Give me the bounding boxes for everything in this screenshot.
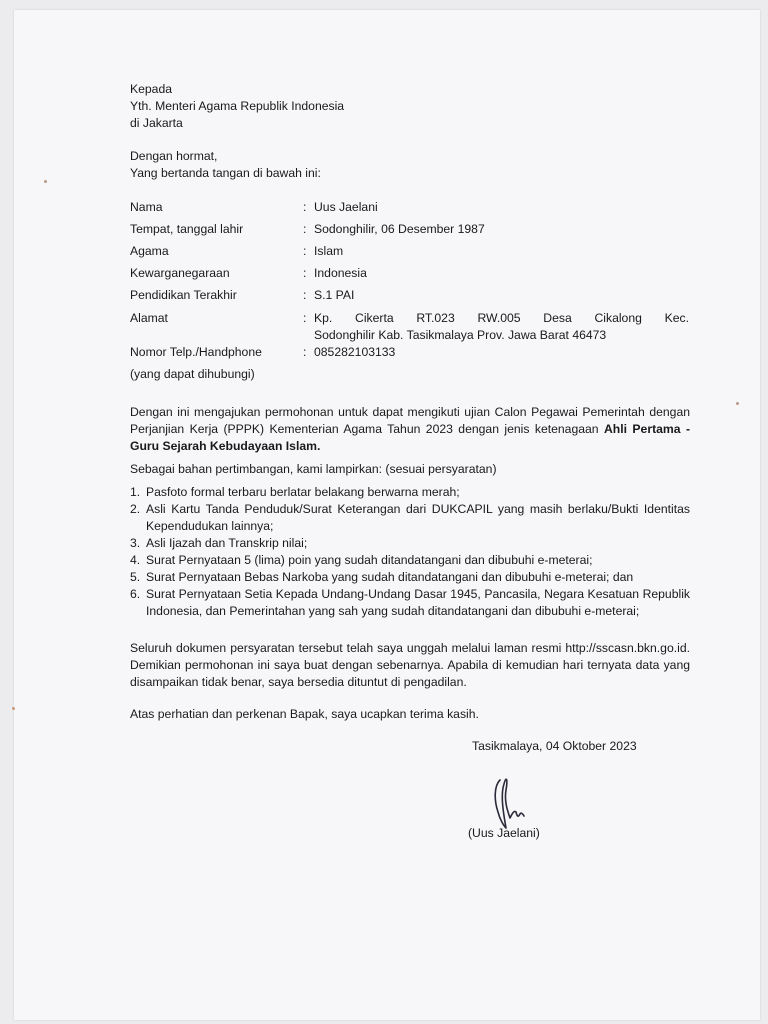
identity-colon: :	[303, 288, 307, 302]
identity-row-birth	[130, 221, 710, 238]
list-number: 6.	[130, 587, 141, 601]
identity-colon: :	[303, 244, 307, 258]
identity-colon: :	[303, 200, 307, 214]
identity-label: Kewarganegaraan	[130, 266, 230, 280]
list-item	[130, 501, 690, 535]
list-item	[130, 586, 690, 620]
intro-text: Yang bertanda tangan di bawah ini:	[130, 166, 321, 180]
list-text: Surat Pernyataan Bebas Narkoba yang sudah ditandatangani dan dibubuhi e-meterai; dan	[146, 570, 634, 584]
letter-page	[14, 10, 760, 1020]
identity-row-name	[130, 199, 710, 216]
address-value	[314, 310, 689, 344]
list-number: 5.	[130, 570, 141, 584]
identity-colon: :	[303, 311, 307, 325]
list-item	[130, 552, 690, 569]
identity-value: Islam	[314, 244, 344, 258]
identity-value: Sodonghilir, 06 Desember 1987	[314, 222, 485, 236]
list-text: Asli Kartu Tanda Penduduk/Surat Keterangan dari DUKCAPIL yang masih berlaku/Bukti Identitas Kependudukan lainnya;	[146, 502, 690, 533]
list-text: Pasfoto formal terbaru berlatar belakang berwarna merah;	[146, 485, 460, 499]
identity-row-religion	[130, 243, 710, 260]
recipient-line-2: Yth. Menteri Agama Republik Indonesia	[130, 99, 345, 113]
recipient-line-1: Kepada	[130, 82, 173, 96]
identity-label: Tempat, tanggal lahir	[130, 222, 244, 236]
address-line-1: Kp. Cikerta RT.023 RW.005 Desa Cikalong Kec.	[314, 311, 689, 325]
identity-label: Nomor Telp./Handphone	[130, 345, 262, 359]
list-number: 4.	[130, 553, 141, 567]
identity-row-citizenship	[130, 265, 710, 282]
identity-label: Alamat	[130, 311, 168, 325]
list-number: 2.	[130, 502, 141, 516]
scan-speck	[736, 402, 739, 405]
identity-colon: :	[303, 222, 307, 236]
list-item	[130, 484, 690, 501]
application-text: Dengan ini mengajukan permohonan untuk dapat mengikuti ujian Calon Pegawai Pemerintah dengan Perjanjian Kerja (PPPK) Kementerian Agama Tahun 2023 dengan jenis ketenagaan	[130, 405, 690, 436]
list-text: Surat Pernyataan Setia Kepada Undang-Undang Dasar 1945, Pancasila, Negara Kesatuan Republik Indonesia, dan Pemerintahan yang sah yang sudah ditandatangani dan dibubuhi e-meterai;	[146, 587, 690, 618]
list-number: 3.	[130, 536, 141, 550]
scan-speck	[44, 180, 47, 183]
position-title: Ahli Pertama - Guru Sejarah Kebudayaan Islam.	[130, 422, 691, 453]
list-item	[130, 535, 690, 552]
list-item	[130, 569, 690, 586]
identity-value: Uus Jaelani	[314, 200, 378, 214]
recipient-line-3: di Jakarta	[130, 116, 183, 130]
identity-label: Pendidikan Terakhir	[130, 288, 237, 302]
attachments-intro: Sebagai bahan pertimbangan, kami lampirkan: (sesuai persyaratan)	[130, 462, 497, 476]
identity-label: Nama	[130, 200, 163, 214]
identity-value: S.1 PAI	[314, 288, 355, 302]
identity-value: Indonesia	[314, 266, 367, 280]
address-line-2: Sodonghilir Kab. Tasikmalaya Prov. Jawa Barat 46473	[314, 328, 607, 342]
attachments-list	[130, 484, 690, 620]
salutation: Dengan hormat,	[130, 149, 218, 163]
identity-colon: :	[303, 345, 307, 359]
identity-row-phone	[130, 344, 710, 361]
place-date: Tasikmalaya, 04 Oktober 2023	[472, 739, 637, 753]
list-text: Asli Ijazah dan Transkrip nilai;	[146, 536, 308, 550]
signatory-name: (Uus Jaelani)	[468, 826, 540, 840]
identity-colon: :	[303, 266, 307, 280]
thanks-line: Atas perhatian dan perkenan Bapak, saya ucapkan terima kasih.	[130, 707, 479, 721]
identity-row-education	[130, 287, 710, 304]
identity-label: Agama	[130, 244, 169, 258]
list-number: 1.	[130, 485, 141, 499]
scan-speck	[12, 707, 15, 710]
closing-statement: Seluruh dokumen persyaratan tersebut telah saya unggah melalui laman resmi http://sscasn.bkn.go.id. Demikian permohonan ini saya buat dengan sebenarnya. Apabila di kemudian hari ternyata data yang disampaikan tidak benar, saya bersedia dituntut di pengadilan.	[130, 641, 690, 689]
identity-value: 085282103133	[314, 345, 396, 359]
list-text: Surat Pernyataan 5 (lima) poin yang sudah ditandatangani dan dibubuhi e-meterai;	[146, 553, 593, 567]
application-paragraph	[130, 404, 690, 455]
phone-note: (yang dapat dihubungi)	[130, 367, 255, 381]
